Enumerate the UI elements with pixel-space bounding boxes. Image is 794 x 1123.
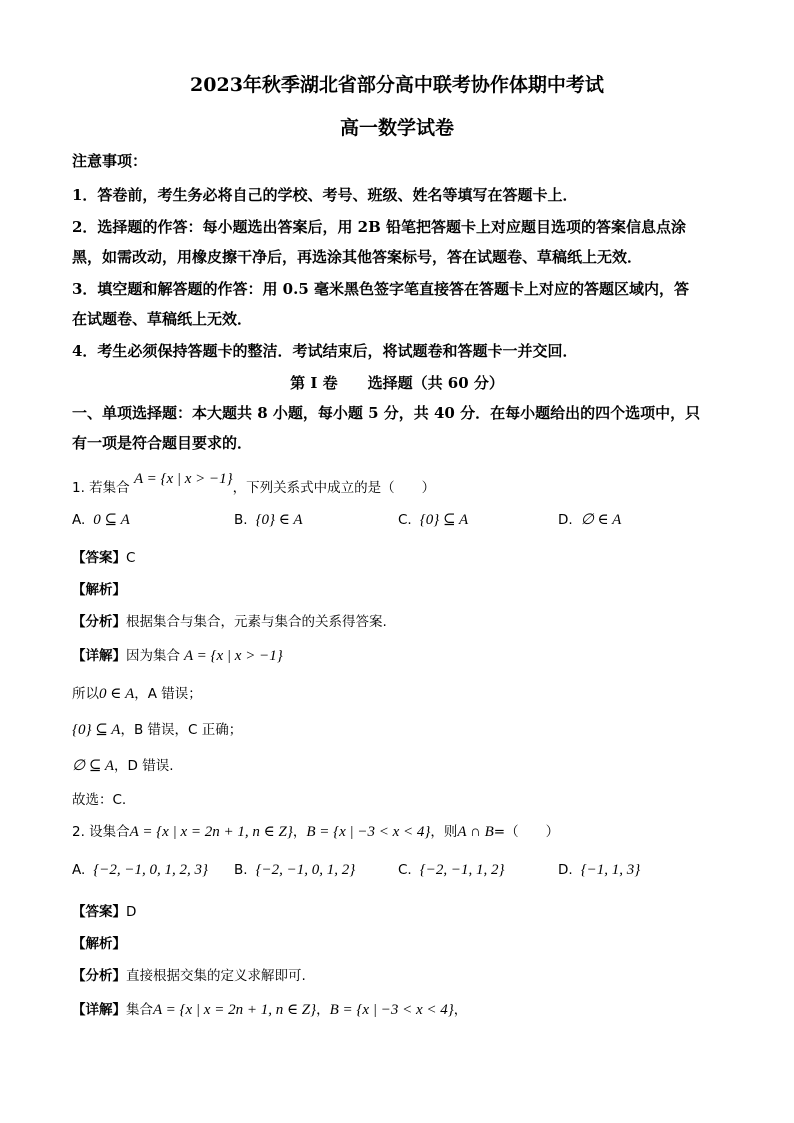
question-2-stem: 2. 设集合A = {x | x = 2n + 1, n ∈ Z}，B = {x | −3 < x < 4}，则A ∩ B=（ ）: [72, 824, 560, 840]
notice-item: 在试题卷、草稿纸上无效．: [72, 310, 253, 328]
question-1-options: [72, 510, 722, 532]
question-1-step: ∅ ⊆ A，D 错误.: [72, 758, 174, 774]
notice-item: 4．考生必须保持答题卡的整洁．考试结束后，将试题卷和答题卡一并交回．: [72, 342, 578, 360]
question-1-stem: [72, 471, 436, 497]
question-2-fenxi: 【分析】直接根据交集的定义求解即可.: [72, 968, 306, 984]
exam-subtitle: 高一数学试卷: [339, 117, 454, 139]
option-a[interactable]: A. {−2, −1, 0, 1, 2, 3}: [72, 862, 209, 878]
option-d[interactable]: D. ∅ ∈ A: [558, 512, 622, 528]
question-1-fenxi: 【分析】根据集合与集合，元素与集合的关系得答案.: [72, 614, 387, 630]
question-2-expr: A ∩ B: [457, 824, 494, 840]
question-1-step: {0} ⊆ A，B 错误，C 正确；: [72, 722, 243, 738]
notice-item: 2．选择题的作答：每小题选出答案后，用 2B 铅笔把答题卡上对应题目选项的答案信息点涂: [72, 218, 687, 236]
notice-item: 3．填空题和解答题的作答：用 0.5 毫米黑色签字笔直接答在答题卡上对应的答题区域内，答: [72, 280, 689, 298]
option-c[interactable]: C. {0} ⊆ A: [398, 512, 469, 528]
question-1-analysis-tag: 【解析】: [72, 582, 126, 598]
question-1-step: 所以0 ∈ A，A 错误；: [72, 686, 202, 702]
question-1-conclusion: 故选：C.: [72, 792, 127, 808]
option-b[interactable]: B. {−2, −1, 0, 1, 2}: [234, 862, 356, 878]
option-a[interactable]: A. 0 ⊆ A: [72, 512, 130, 528]
option-d[interactable]: D. {−1, 1, 3}: [558, 862, 641, 878]
question-1-suffix: ，下列关系式中成立的是（ ）: [232, 480, 436, 496]
question-1-set: A = {x | x > −1}: [133, 471, 233, 487]
question-1-detail: 【详解】因为集合 A = {x | x > −1}: [72, 648, 283, 664]
question-2-answer: 【答案】D: [72, 904, 137, 920]
question-2-detail: 【详解】集合A = {x | x = 2n + 1, n ∈ Z}，B = {x | −3 < x < 4}，: [72, 1002, 468, 1018]
notice-heading: 注意事项：: [72, 152, 148, 170]
exam-title: 2023年秋季湖北省部分高中联考协作体期中考试: [190, 74, 604, 96]
question-2-set-b: B = {x | −3 < x < 4}: [306, 824, 431, 840]
question-1-answer: 【答案】C: [72, 550, 136, 566]
question-2-set-a: A = {x | x = 2n + 1, n ∈ Z}: [129, 824, 293, 840]
notice-item: 1．答卷前，考生务必将自己的学校、考号、班级、姓名等填写在答题卡上．: [72, 186, 578, 204]
section-intro: 有一项是符合题目要求的．: [72, 434, 253, 452]
question-2-options: [72, 862, 722, 884]
option-b[interactable]: B. {0} ∈ A: [234, 512, 303, 528]
section-title: 第 I 卷 选择题（共 60 分）: [290, 374, 504, 392]
question-2-analysis-tag: 【解析】: [72, 936, 126, 952]
option-c[interactable]: C. {−2, −1, 1, 2}: [398, 862, 505, 878]
notice-item: 黑，如需改动，用橡皮擦干净后，再选涂其他答案标号，答在试题卷、草稿纸上无效．: [72, 248, 643, 266]
section-intro: 一、单项选择题：本大题共 8 小题，每小题 5 分，共 40 分．在每小题给出的四个选项中，只: [72, 404, 701, 422]
question-1-prefix: 1. 若集合: [72, 480, 130, 496]
